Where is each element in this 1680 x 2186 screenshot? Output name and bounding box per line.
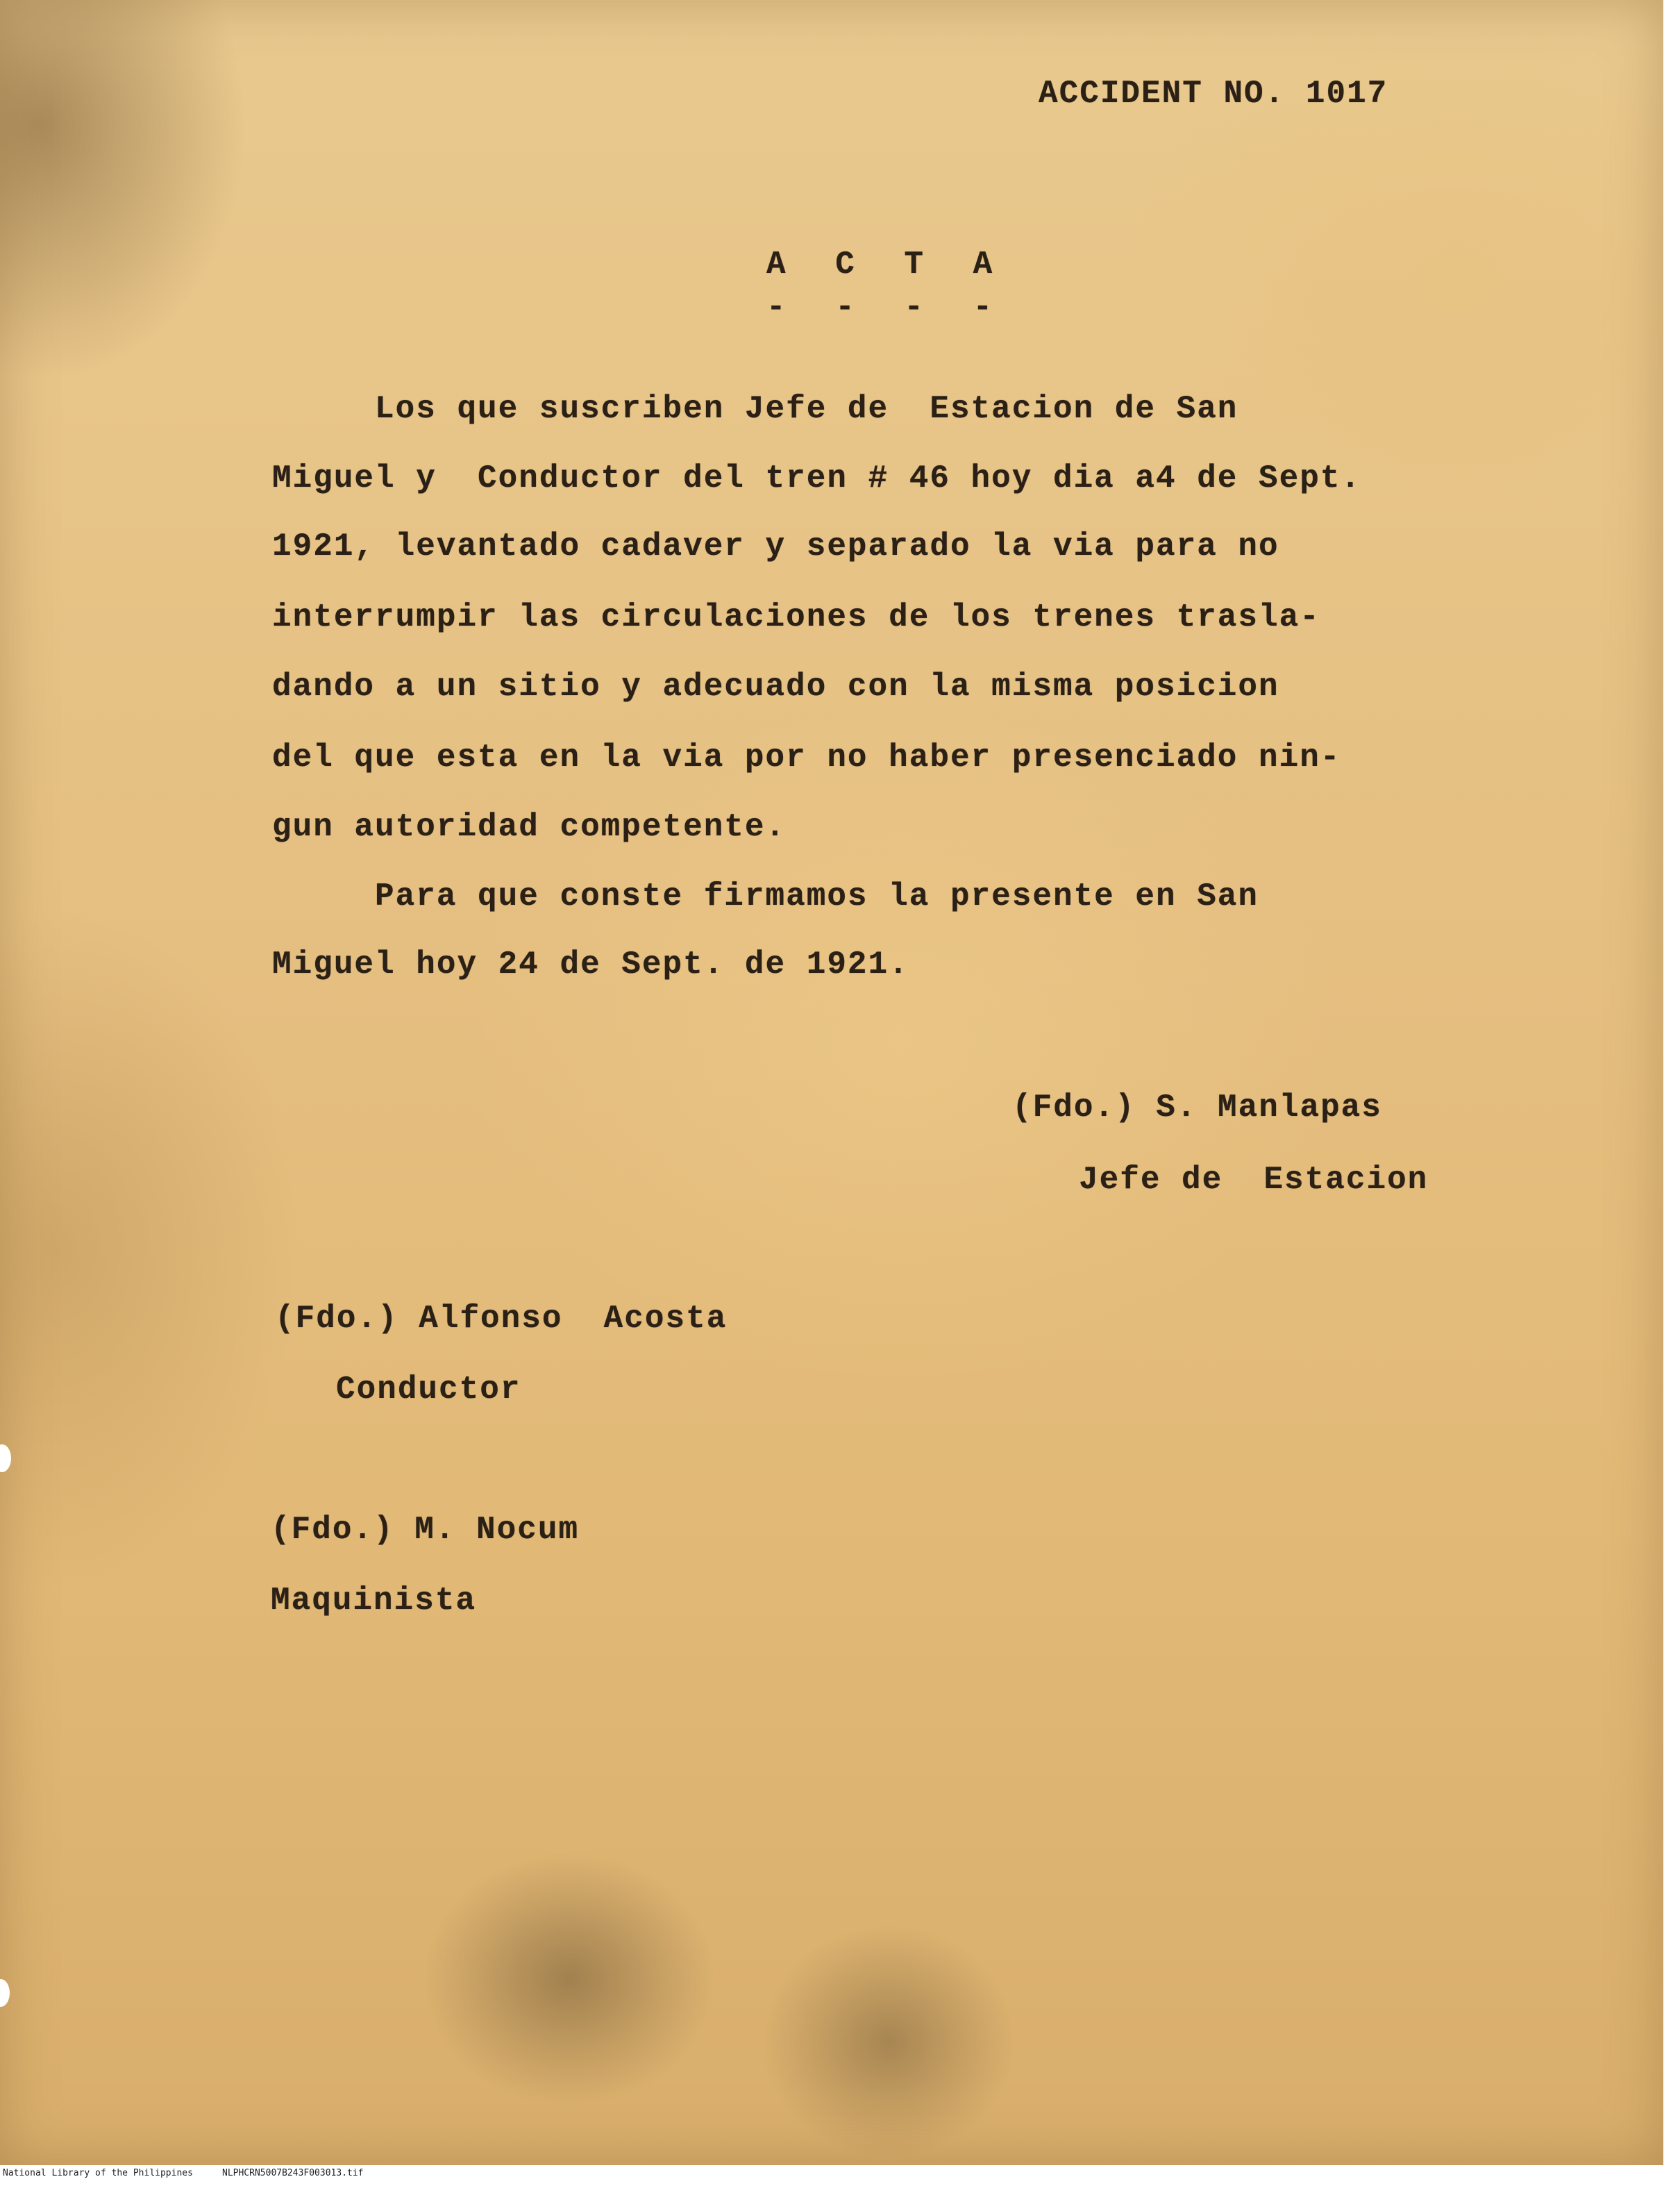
signature-name: (Fdo.) Alfonso Acosta — [275, 1301, 728, 1337]
page-tear — [0, 1979, 10, 2007]
body-line: 1921, levantado cadaver y separado la via para no — [272, 528, 1279, 565]
footer-library: National Library of the Philippines — [3, 2168, 193, 2178]
body-line: Los que suscriben Jefe de Estacion de San — [272, 391, 1238, 427]
body-line: dando a un sitio y adecuado con la misma posicion — [272, 669, 1279, 705]
accident-number: ACCIDENT NO. 1017 — [1039, 76, 1388, 112]
document-title: A C T A — [766, 247, 1008, 283]
signature-name: (Fdo.) S. Manlapas — [1012, 1090, 1382, 1126]
body-line: gun autoridad competente. — [272, 809, 787, 845]
signature-role: Jefe de Estacion — [1079, 1162, 1429, 1198]
body-line: Miguel y Conductor del tren # 46 hoy dia a4 de Sept. — [272, 460, 1362, 497]
footer-filename: NLPHCRN5007B243F003013.tif — [222, 2168, 364, 2178]
title-underline: - - - - — [766, 290, 1008, 326]
body-line: Miguel hoy 24 de Sept. de 1921. — [272, 946, 909, 983]
body-line: del que esta en la via por no haber presenciado nin- — [272, 740, 1341, 776]
signature-role: Maquinista — [271, 1583, 477, 1619]
body-line: interrumpir las circulaciones de los trenes trasla- — [272, 599, 1320, 635]
page-tear — [0, 1444, 11, 1472]
signature-name: (Fdo.) M. Nocum — [271, 1512, 580, 1548]
body-line: Para que conste firmamos la presente en San — [272, 878, 1259, 915]
signature-role: Conductor — [336, 1371, 521, 1408]
scan-border-right — [1663, 0, 1680, 2186]
